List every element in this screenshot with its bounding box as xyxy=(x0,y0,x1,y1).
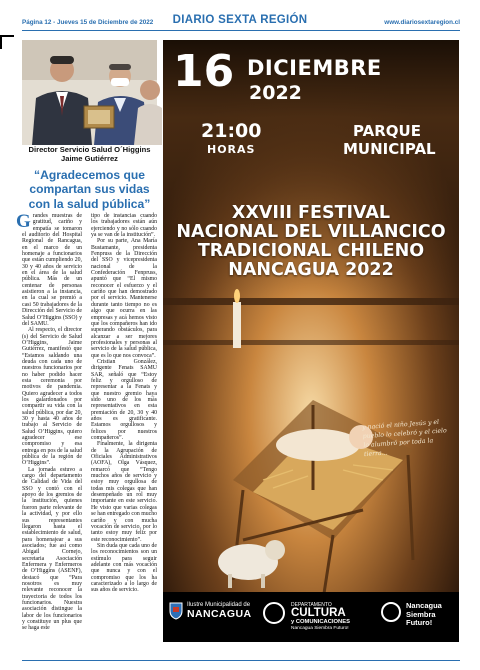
slogan-line2: Siembra xyxy=(406,609,436,619)
article-photo xyxy=(22,40,157,145)
municipality-logo xyxy=(169,602,251,620)
paragraph: Finalmente, la dirigenta de la Agrupación de Oficiales Administrativos (AOFA), Olga Vásquez, remarcó que “Tengo muchos años de servicio y estoy muy orgullosa de todas mis colegas que han desempeñado un rol muy importante en este servicio. He visto que varias colegas se han entregado con mucho cariño y con mucha vocación de servicio, por lo tanto estoy muy feliz por este reconocimiento”. xyxy=(91,441,157,543)
ceremony-photo-illustration xyxy=(22,40,157,145)
poster-year: 2022 xyxy=(249,82,302,104)
paragraph: Sin duda que cada uno de los reconocimientos son un estímulo para seguir adelante con más vocación que nunca y con el compromiso que los ha caracterizado a lo largo de sus años de servicio. xyxy=(91,542,157,594)
article-headline: “Agradecemos que compartan sus vidas con la salud pública” xyxy=(28,168,151,211)
paragraph: randes muestras de gratitud, cariño y empatía se tomaron el auditorio del Hospital Regional de Rancagua, en el marco de un homenaje a funcionarios que están cumpliendo 20, 30 y 40 años de servicio en el área de la salud pública. Más de un centenar de personas asistieron a la instancia, en la cual se premió a casi 50 trabajadores de la Dirección del Servicio de Salud O’Higgins (SSO) y del SAMU. xyxy=(22,213,82,327)
paragraph: Por su parte, Ana María Bustamante, presidenta Fenpruss de la Dirección del SSO y vicepresidenta nacional de la Confederación Fenpruss, apuntó que “El mismo reconocer el esfuerzo y el cariño que han demostrado por el servicio. Mantenerse durante tanto tiempo no es algo que ocurra en las empresas y acá hemos visto que los compañeros han ido superando obstáculos, para alcanzar a ser mejores profesionales y personas al servicio de la salud pública, que es lo que nos convoca”. xyxy=(91,238,157,359)
shield-icon xyxy=(169,602,183,620)
newspaper-title: DIARIO SEXTA REGIÓN xyxy=(172,14,308,26)
paragraph: Al respecto, el director (s) del Servicio de Salud O’Higgins, Jaime Gutiérrez, manifestó que “Estamos saldando una deuda con cada uno de nuestros funcionarios por no haber podido hacer esta ceremonia por motivos de pandemia. Quiero agradecer a todos los galardonados por compartir su vida con la salud pública, por dar 20, 30 y hasta 40 años de trabajo al Servicio de Salud O’Higgins, quiero agradecer ese compromiso y esa entrega en pos de la salud pública de la región de O’Higgins”. xyxy=(22,327,82,467)
poster-venue-line1: PARQUE xyxy=(353,122,421,140)
festival-title-line2: NACIONAL DEL VILLANCICO xyxy=(176,222,446,242)
header-divider xyxy=(22,30,460,31)
article-column-1 xyxy=(16,211,82,643)
crop-mark xyxy=(0,35,14,49)
culture-department-logo xyxy=(263,602,350,632)
footer-divider xyxy=(22,660,460,661)
culture-dept-sub: y COMUNICACIONES xyxy=(291,619,350,625)
poster-month: DICIEMBRE xyxy=(247,56,382,80)
photo-caption: Director Servicio Salud O´Higgins Jaime Gutiérrez xyxy=(28,145,151,163)
paragraph: tipo de instancias cuando los trabajadores están aún ejerciendo y no sólo cuando ya se van de la institución”. xyxy=(91,213,157,239)
culture-dept-slogan: Nancagua Siembra Futuro! xyxy=(291,626,349,631)
poster-day: 16 xyxy=(173,46,235,97)
paragraph: La jornada estuvo a cargo del departamento de Calidad de Vida del SSO y contó con el apoyo de los gremios de la institución, quienes fueron parte relevante de la actividad, y por ello sus representantes llegaron hasta el establecimiento de salud, para homenajear a sus asociados; fue así como Abigail Cornejo, secretaria Asociación Enfermera y Enfermeros de O’Higgins (ASENF), destacó que “Para nosotros es muy relevante reconocer la trayectoria de todos los funcionarios. Nuestra asociación distingue la labor de los funcionarios y constituye un plus que se haga este xyxy=(22,466,82,632)
festival-poster xyxy=(163,40,459,642)
page-info: Página 12 - Jueves 15 de Diciembre de 2022 xyxy=(22,19,154,26)
festival-title-line3: TRADICIONAL CHILENO xyxy=(197,241,425,261)
culture-circle-icon xyxy=(263,602,285,624)
paragraph: Cristian González, dirigente Fenats SAMU SAR, señaló que “Estoy feliz y orgulloso de representar a la Fenats y que nuestro gremio haya sido uno de los más representativos en esta premiación de 20, 30 y 40 años es gratificante. Estamos orgullosos y felices por nuestros compañeros”. xyxy=(91,358,157,442)
poster-venue-line2: MUNICIPAL xyxy=(343,140,436,158)
culture-dept-name: CULTURA xyxy=(291,607,346,619)
festival-title-line4: NANCAGUA 2022 xyxy=(228,260,394,280)
municipality-name: NANCAGUA xyxy=(187,608,252,620)
poster-script-verse: y nació el niño Jesús y el pueblo lo celebró y el cielo lo alumbró por toda la tierra... xyxy=(361,418,448,459)
poster-time-unit: HORAS xyxy=(207,143,256,156)
article-column-2 xyxy=(91,213,157,643)
culture-dept-label: DEPARTAMENTO xyxy=(291,602,332,608)
siembra-futuro-logo xyxy=(381,602,442,628)
siembra-circle-icon xyxy=(381,602,401,622)
website-url[interactable]: www.diariosextaregion.cl xyxy=(384,19,460,26)
sponsor-logos-bar xyxy=(163,592,459,642)
municipality-label: Ilustre Municipalidad de xyxy=(187,602,251,608)
festival-title-line1: XXVIII FESTIVAL xyxy=(231,203,391,223)
drop-cap: G xyxy=(16,211,31,232)
slogan-line3: Futuro! xyxy=(406,618,433,627)
slogan-line1: Nancagua xyxy=(406,601,442,610)
poster-time: 21:00 xyxy=(201,120,262,142)
